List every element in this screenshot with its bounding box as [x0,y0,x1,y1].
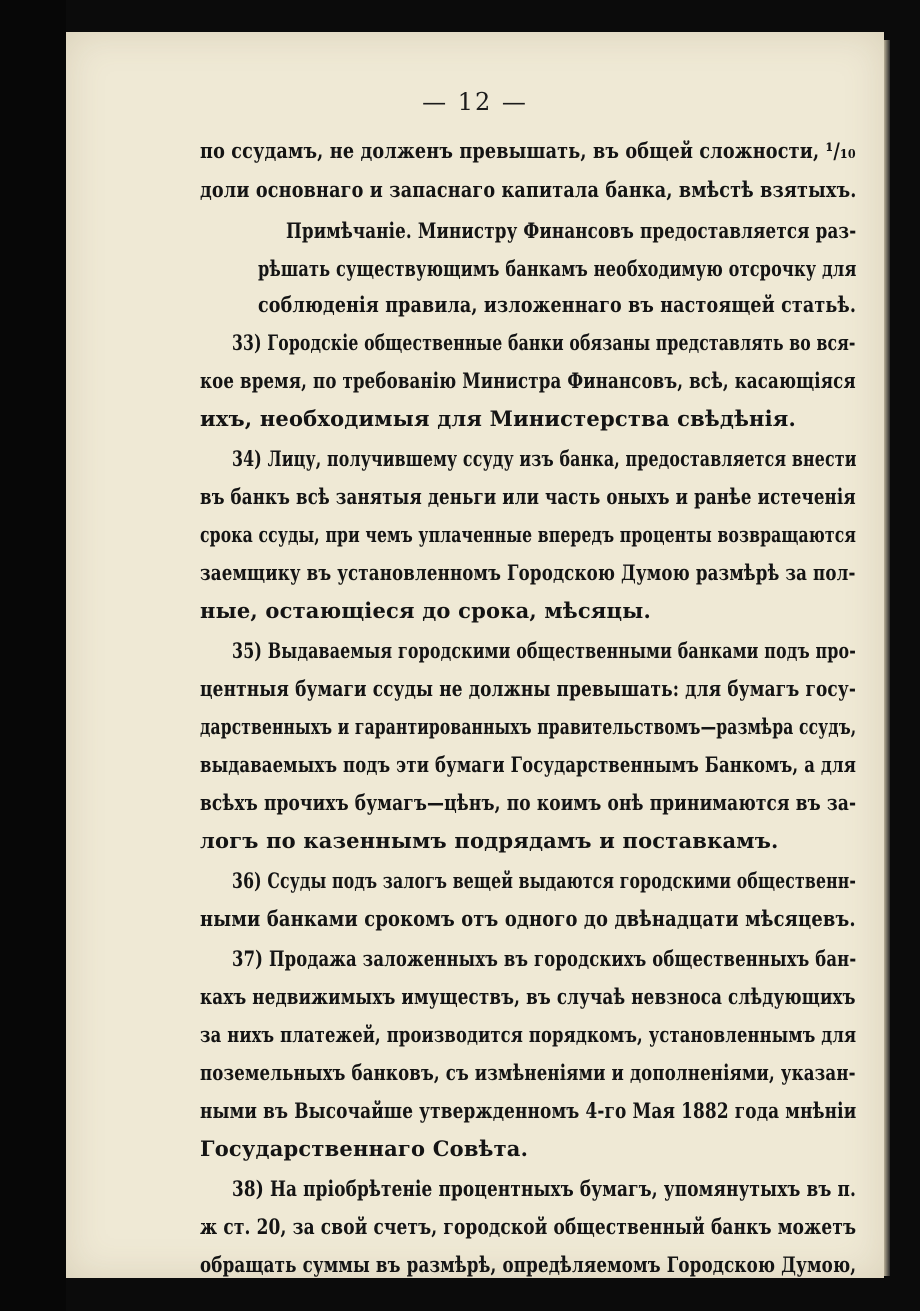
text-line: ж ст. 20, за свой счетъ, городской общественный банкъ можетъ [200,1214,857,1239]
text-line: 36) Ссуды подъ залогъ вещей выдаются городскими общественн- [232,868,857,893]
text-line: 33) Городскіе общественные банки обязаны представлять во вся- [232,330,856,355]
text-line: по ссудамъ, не долженъ превышать, въ общей сложности, ¹/₁₀ [200,138,856,163]
text-line: заемщику въ установленномъ Городскою Думою размѣрѣ за пол- [200,560,856,585]
text-line: обращать суммы въ размѣрѣ, опредѣляемомъ Городскою Думою, [200,1252,857,1277]
note-line: соблюденія правила, изложеннаго въ настоящей статьѣ. [258,292,857,317]
page-number: — 12 — [422,88,528,116]
text-line: ными банками срокомъ отъ одного до двѣнадцати мѣсяцевъ. [200,906,856,931]
text-line: логъ по казеннымъ подрядамъ и поставкамъ. [200,828,779,853]
text-line: за нихъ платежей, производится порядкомъ, установленнымъ для [200,1022,857,1047]
scan-border [0,0,66,1311]
text-line: 34) Лицу, получившему ссуду изъ банка, предоставляется внести [232,446,857,471]
text-line: въ банкъ всѣ занятыя деньги или часть оныхъ и ранѣе истеченія [200,484,856,509]
book-page [66,32,884,1278]
text-line: выдаваемыхъ подъ эти бумаги Государственнымъ Банкомъ, а для [200,752,857,777]
text-line: поземельныхъ банковъ, съ измѣненіями и дополненіями, указан- [200,1060,856,1085]
text-line: 35) Выдаваемыя городскими общественными банками подъ про- [232,638,857,663]
text-line: дарственныхъ и гарантированныхъ правительствомъ—размѣра ссудъ, [200,714,857,739]
text-line: срока ссуды, при чемъ уплаченные впередъ проценты возвращаются [200,522,857,547]
text-line: кое время, по требованію Министра Финансовъ, всѣ, касающіяся [200,368,856,393]
text-line: кахъ недвижимыхъ имуществъ, въ случаѣ невзноса слѣдующихъ [200,984,856,1009]
text-line: доли основнаго и запаснаго капитала банка, вмѣстѣ взятыхъ. [200,177,857,202]
text-line: Государственнаго Совѣта. [200,1136,529,1161]
text-line: всѣхъ прочихъ бумагъ—цѣнъ, по коимъ онѣ принимаются въ за- [200,790,857,815]
text-line: 38) На пріобрѣтеніе процентныхъ бумагъ, упомянутыхъ въ п. [232,1176,857,1201]
note-line: рѣшать существующимъ банкамъ необходимую отсрочку для [258,256,857,281]
text-line: ные, остающіеся до срока, мѣсяцы. [200,598,651,623]
text-line: 37) Продажа заложенныхъ въ городскихъ общественныхъ бан- [232,946,857,971]
text-line: центныя бумаги ссуды не должны превышать: для бумагъ госу- [200,676,857,701]
text-line: ными въ Высочайше утвержденномъ 4-го Мая 1882 года мнѣніи [200,1098,857,1123]
note-line: Примѣчаніе. Министру Финансовъ предоставляется раз- [286,218,857,243]
text-line: ихъ, необходимыя для Министерства свѣдѣнія. [200,406,797,431]
